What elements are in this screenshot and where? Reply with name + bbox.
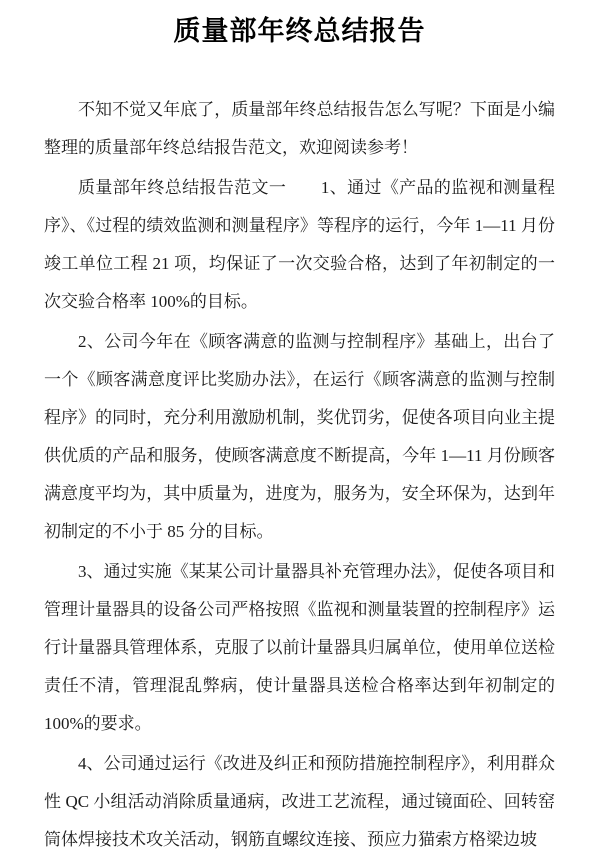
paragraph-item3: 3、通过实施《某某公司计量器具补充管理办法》，促使各项目和管理计量器具的设备公司严格按照《监视和测量装置的控制程序》运行计量器具管理体系，克服了以前计量器具归属单位，使用单位送检责任不清，管理混乱弊病，使计量器具送检合格率达到年初制定的 100%的要求。 (44, 562, 555, 733)
paragraph-item4: 4、公司通过运行《改进及纠正和预防措施控制程序》，利用群众性 QC 小组活动消除质量通病，改进工艺流程，通过镜面砼、回转窑筒体焊接技术攻关活动，钢筋直螺纹连接、预应力猫索方格梁边坡 (44, 754, 555, 849)
paragraph-item2: 2、公司今年在《顾客满意的监测与控制程序》基础上，出台了一个《顾客满意度评比奖励办法》，在运行《顾客满意的监测与控制程序》的同时，充分利用激励机制，奖优罚劣，促使各项目向业主提供优质的产品和服务，使顾客满意度不断提高，今年 1—11 月份顾客满意度平均为，其中质量为，进度为，服务为，安全环保为，达到年初制定的不小于 85 分的目标。 (44, 332, 555, 541)
document-title: 质量部年终总结报告 (173, 16, 426, 46)
document-body (44, 91, 555, 859)
paragraph-section1-item1: 质量部年终总结报告范文一 1、通过《产品的监视和测量程序》、《过程的绩效监测和测量程序》等程序的运行，今年 1—11 月份竣工单位工程 21 项，均保证了一次交验合格，达到了年初制定的一次交验合格率 100%的目标。 (44, 178, 555, 311)
paragraph-intro: 不知不觉又年底了，质量部年终总结报告怎么写呢？下面是小编整理的质量部年终总结报告范文，欢迎阅读参考！ (44, 100, 555, 157)
